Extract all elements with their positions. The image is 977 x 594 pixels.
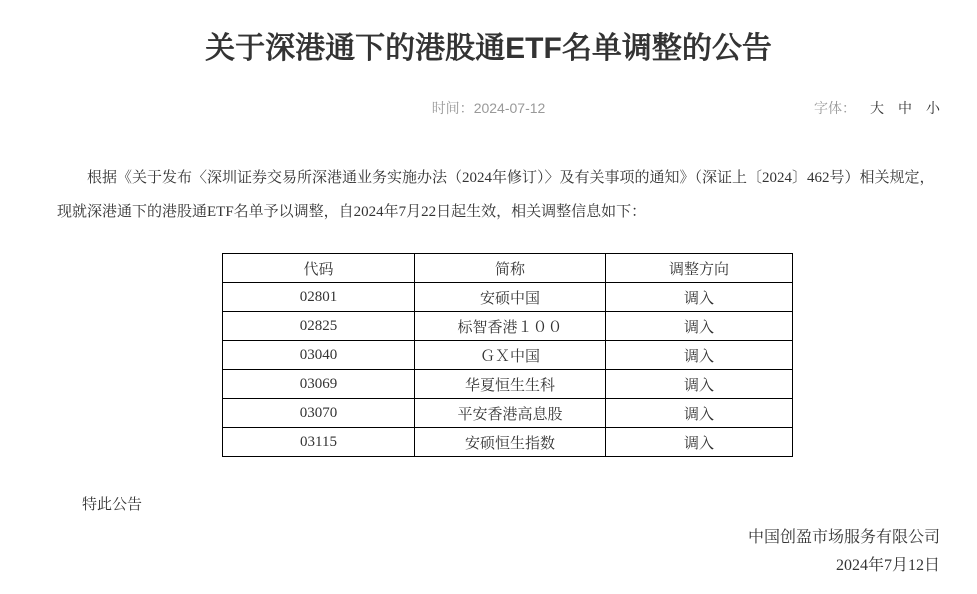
closing-statement: 特此公告 [82,497,143,513]
table-row [223,428,793,457]
announcement-body: 根据《关于发布〈深圳证券交易所深港通业务实施办法（2024年修订）〉及有关事项的通知》（深证上〔2024〕462号）相关规定，现就深港通下的港股通ETF名单予以调整，自2024年7月22日起生效，相关调整信息如下： [57,170,935,220]
table-header-row [223,254,793,283]
table-row [223,283,793,312]
font-size-small[interactable]: 小 [926,100,940,116]
table-row [223,370,793,399]
time-label: 时间： [431,100,474,116]
cell-direction: 调入 [606,283,793,312]
etf-adjustment-table [222,253,793,457]
table-header-direction: 调整方向 [606,254,793,283]
cell-code: 03069 [223,370,415,399]
cell-name: ＧＸ中国 [415,341,606,370]
table-row [223,312,793,341]
cell-direction: 调入 [606,341,793,370]
font-label: 字体： [814,100,856,116]
cell-direction: 调入 [606,428,793,457]
meta-row [0,97,977,119]
cell-code: 02801 [223,283,415,312]
page-title: 关于深港通下的港股通ETF名单调整的公告 [205,32,772,65]
cell-code: 03115 [223,428,415,457]
cell-direction: 调入 [606,312,793,341]
table-header-name: 简称 [415,254,606,283]
company-name: 中国创盈市场服务有限公司 [747,529,940,546]
time-value: 2024-07-12 [473,100,546,116]
signature-date: 2024年7月12日 [835,557,940,574]
cell-code: 03040 [223,341,415,370]
table-row [223,341,793,370]
font-size-medium[interactable]: 中 [898,100,912,116]
cell-name: 安硕中国 [415,283,606,312]
cell-name: 安硕恒生指数 [415,428,606,457]
cell-direction: 调入 [606,370,793,399]
font-size-switcher [814,97,940,119]
table-header-code: 代码 [223,254,415,283]
cell-name: 华夏恒生生科 [415,370,606,399]
cell-name: 平安香港高息股 [415,399,606,428]
cell-name: 标智香港１００ [415,312,606,341]
table-row [223,399,793,428]
font-size-large[interactable]: 大 [870,100,884,116]
cell-code: 03070 [223,399,415,428]
cell-direction: 调入 [606,399,793,428]
cell-code: 02825 [223,312,415,341]
signature-block [748,524,940,580]
